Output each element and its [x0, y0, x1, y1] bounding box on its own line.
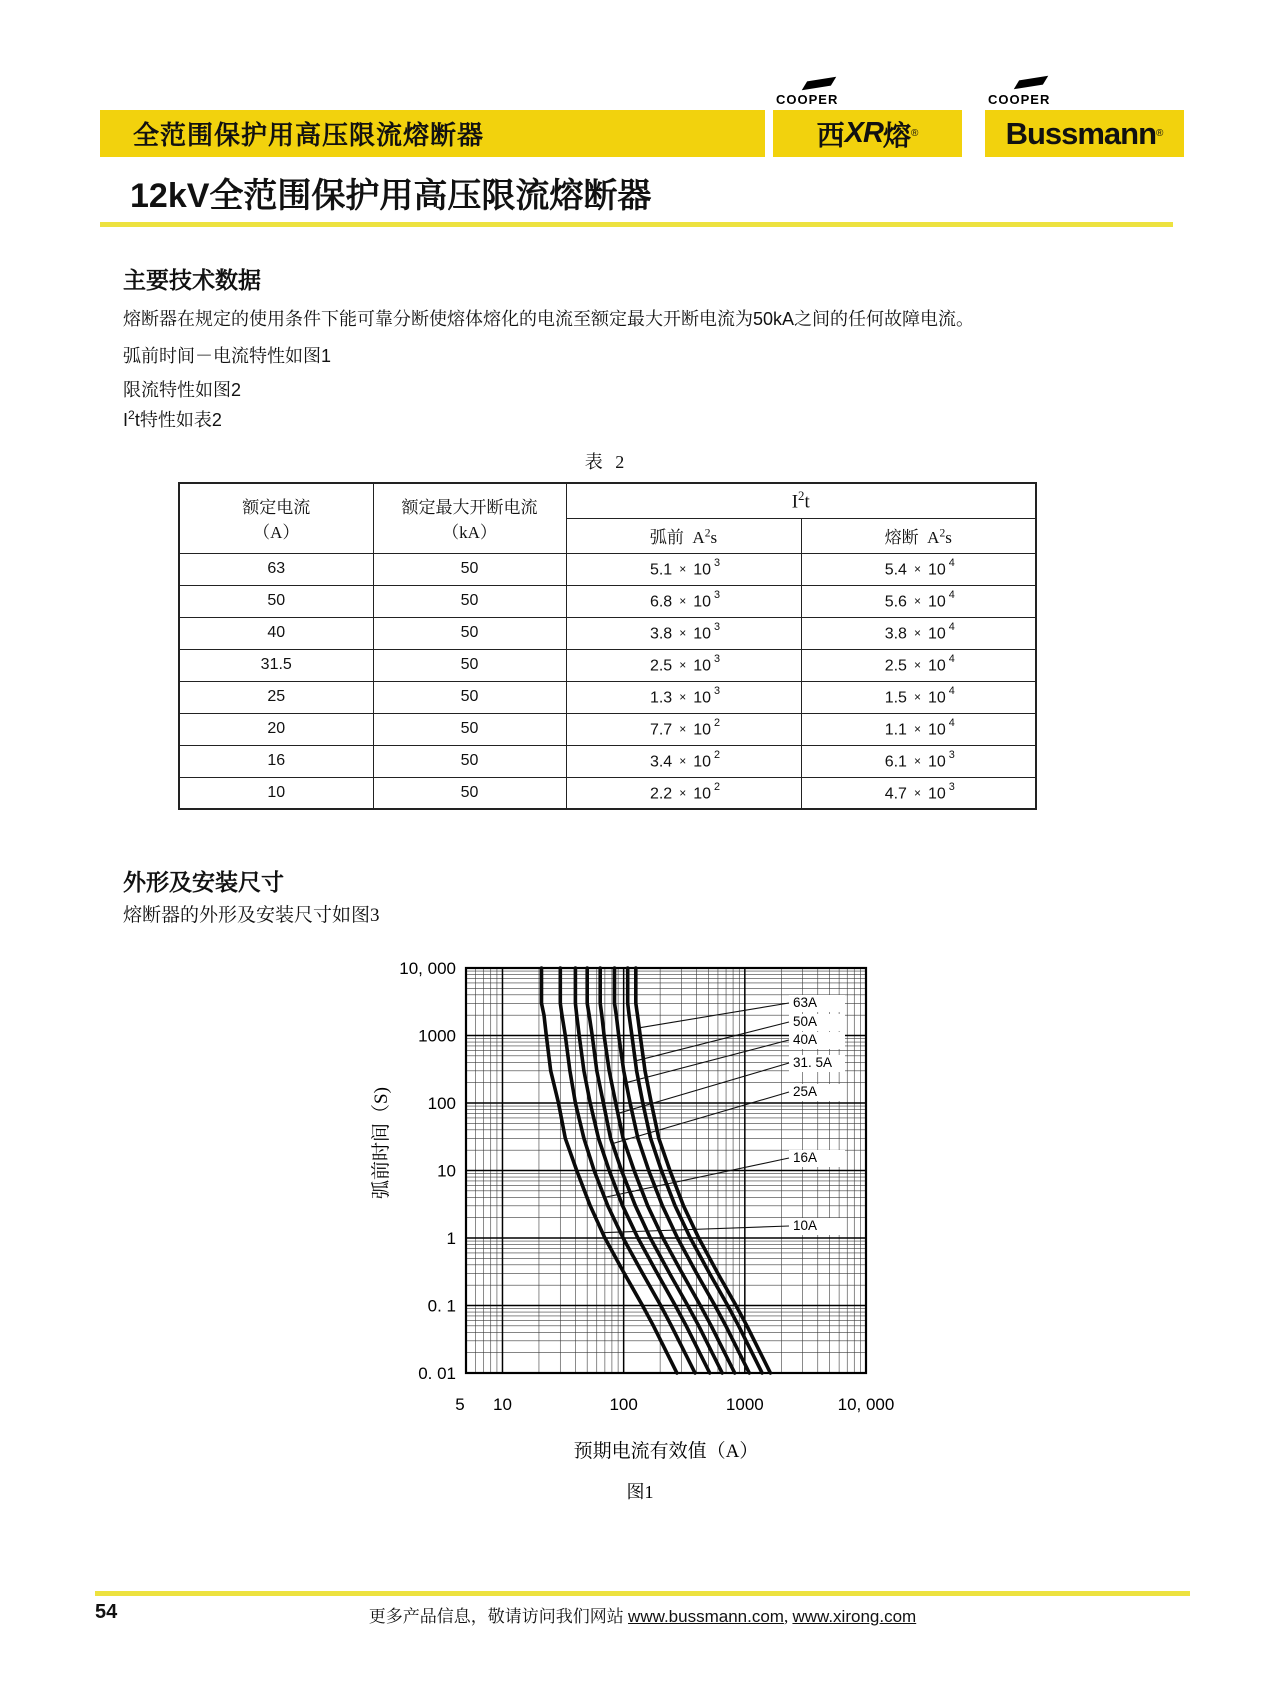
cell-prearc-i2t: 2.2 × 10 $^2$ — [566, 777, 801, 809]
curve-label-63A: 63A — [793, 995, 818, 1010]
x-tick-label: 10, 000 — [837, 1395, 895, 1414]
header-banner — [100, 110, 765, 157]
cooper-wordmark-xirong: COOPER — [776, 92, 839, 107]
registered-mark-icon: ® — [1156, 128, 1164, 139]
cell-prearc-i2t: 3.8 × 10 $^3$ — [566, 617, 801, 649]
y-tick-label: 0. 1 — [427, 1296, 456, 1316]
title-underline — [100, 222, 1173, 227]
subheader-prearc: 弧前 $A^2s$ — [566, 518, 801, 553]
fig1-time-current-chart — [350, 880, 950, 1520]
footer-link-xirong[interactable]: www.xirong.com — [792, 1607, 917, 1626]
cell-rated-current: 50 — [179, 585, 373, 617]
cell-rated-current: 20 — [179, 713, 373, 745]
xirong-logo-right: 熔 — [882, 119, 911, 151]
x-tick-label: 5 — [455, 1395, 465, 1414]
y-tick-label: 1000 — [418, 1026, 456, 1046]
x-axis-title: 预期电流有效值（A） — [573, 1441, 759, 1462]
footer-text: 更多产品信息，敬请访问我们网站 www.bussmann.com, www.xirong.com — [368, 1607, 917, 1626]
table-row — [179, 649, 1036, 681]
cell-breaking-current: 50 — [373, 553, 566, 585]
col-header-breaking-current: 额定最大开断电流 （kA） — [373, 483, 566, 553]
cell-rated-current: 25 — [179, 681, 373, 713]
table-row — [179, 617, 1036, 649]
x-tick-label: 10 — [493, 1395, 512, 1414]
bussmann-logo — [985, 110, 1184, 157]
cell-melt-i2t: 1.5 × 10 $^4$ — [801, 681, 1036, 713]
xr-monogram: XR — [844, 117, 883, 149]
cell-rated-current: 31.5 — [179, 649, 373, 681]
cell-prearc-i2t: 6.8 × 10 $^3$ — [566, 585, 801, 617]
curve-label-40A: 40A — [793, 1032, 818, 1047]
tech-paragraph: 熔断器在规定的使用条件下能可靠分断使熔体熔化的电流至额定最大开断电流为50kA之间的任何故障电流。 — [123, 309, 975, 329]
y-tick-label: 0. 01 — [418, 1364, 456, 1383]
cell-melt-i2t: 1.1 × 10 $^4$ — [801, 713, 1036, 745]
cell-breaking-current: 50 — [373, 617, 566, 649]
curve-label-31.5A: 31. 5A — [793, 1055, 833, 1070]
cell-melt-i2t: 4.7 × 10 $^3$ — [801, 777, 1036, 809]
table-row — [179, 585, 1036, 617]
x-tick-label: 100 — [609, 1395, 638, 1414]
cell-prearc-i2t: 7.7 × 10 $^2$ — [566, 713, 801, 745]
cell-melt-i2t: 2.5 × 10 $^4$ — [801, 649, 1036, 681]
bussmann-wordmark: Bussmann — [1005, 115, 1157, 151]
tech-line-i2t: $I^2t$特性如表2 — [123, 408, 222, 430]
cell-breaking-current: 50 — [373, 713, 566, 745]
cell-breaking-current: 50 — [373, 649, 566, 681]
table2-caption: 表 2 — [584, 452, 629, 472]
y-axis-title: 弧前时间（S) — [371, 1087, 392, 1199]
curve-label-50A: 50A — [793, 1014, 818, 1029]
cell-rated-current: 63 — [179, 553, 373, 585]
section-heading-tech: 主要技术数据 — [123, 267, 261, 293]
cooper-flag-icon — [1014, 76, 1048, 89]
curve-label-25A: 25A — [793, 1084, 818, 1099]
cell-melt-i2t: 5.4 × 10 $^4$ — [801, 553, 1036, 585]
dims-paragraph: 熔断器的外形及安装尺寸如图3 — [123, 905, 380, 926]
footer-rule — [95, 1591, 1190, 1596]
registered-mark-icon: ® — [910, 128, 919, 139]
cell-melt-i2t: 6.1 × 10 $^3$ — [801, 745, 1036, 777]
cell-rated-current: 40 — [179, 617, 373, 649]
footer-link-bussmann[interactable]: www.bussmann.com — [628, 1607, 784, 1626]
cell-prearc-i2t: 5.1 × 10 $^3$ — [566, 553, 801, 585]
table-row — [179, 681, 1036, 713]
cell-breaking-current: 50 — [373, 777, 566, 809]
banner-title: 全范围保护用高压限流熔断器 — [133, 120, 485, 150]
cell-breaking-current: 50 — [373, 745, 566, 777]
table-row — [179, 553, 1036, 585]
cooper-flag-icon — [802, 77, 836, 90]
leader-line-40A — [626, 1040, 789, 1083]
cell-melt-i2t: 5.6 × 10 $^4$ — [801, 585, 1036, 617]
cooper-wordmark-bussmann: COOPER — [988, 92, 1051, 107]
y-tick-label: 100 — [427, 1094, 456, 1113]
figure-caption: 图1 — [626, 1482, 654, 1502]
cell-breaking-current: 50 — [373, 585, 566, 617]
col-header-i2t: $I^2t$ — [566, 483, 1036, 518]
cell-breaking-current: 50 — [373, 681, 566, 713]
leader-line-50A — [635, 1022, 789, 1061]
xirong-logo — [773, 110, 962, 157]
spec-table — [178, 482, 1037, 810]
tech-line-fig1: 弧前时间－电流特性如图1 — [123, 346, 332, 366]
table-row — [179, 777, 1036, 809]
x-tick-label: 1000 — [725, 1395, 764, 1414]
subheader-melt: 熔断 $A^2s$ — [801, 518, 1036, 553]
section-heading-dims: 外形及安装尺寸 — [123, 869, 284, 895]
cell-prearc-i2t: 3.4 × 10 $^2$ — [566, 745, 801, 777]
cell-rated-current: 16 — [179, 745, 373, 777]
col-header-rated-current: 额定电流 （A） — [179, 483, 373, 553]
curve-label-16A: 16A — [793, 1150, 818, 1165]
table-row — [179, 713, 1036, 745]
xirong-logo-left: 西 — [816, 119, 845, 151]
y-tick-label: 1 — [446, 1229, 456, 1248]
cell-prearc-i2t: 2.5 × 10 $^3$ — [566, 649, 801, 681]
cell-rated-current: 10 — [179, 777, 373, 809]
cell-melt-i2t: 3.8 × 10 $^4$ — [801, 617, 1036, 649]
page-title: 12kV全范围保护用高压限流熔断器 — [130, 177, 652, 215]
table-row — [179, 745, 1036, 777]
curve-label-10A: 10A — [793, 1218, 818, 1233]
tech-line-fig2: 限流特性如图2 — [123, 380, 242, 400]
page-number: 54 — [95, 1601, 118, 1623]
cell-prearc-i2t: 1.3 × 10 $^3$ — [566, 681, 801, 713]
y-tick-label: 10 — [437, 1161, 456, 1181]
y-tick-label: 10, 000 — [399, 959, 456, 978]
